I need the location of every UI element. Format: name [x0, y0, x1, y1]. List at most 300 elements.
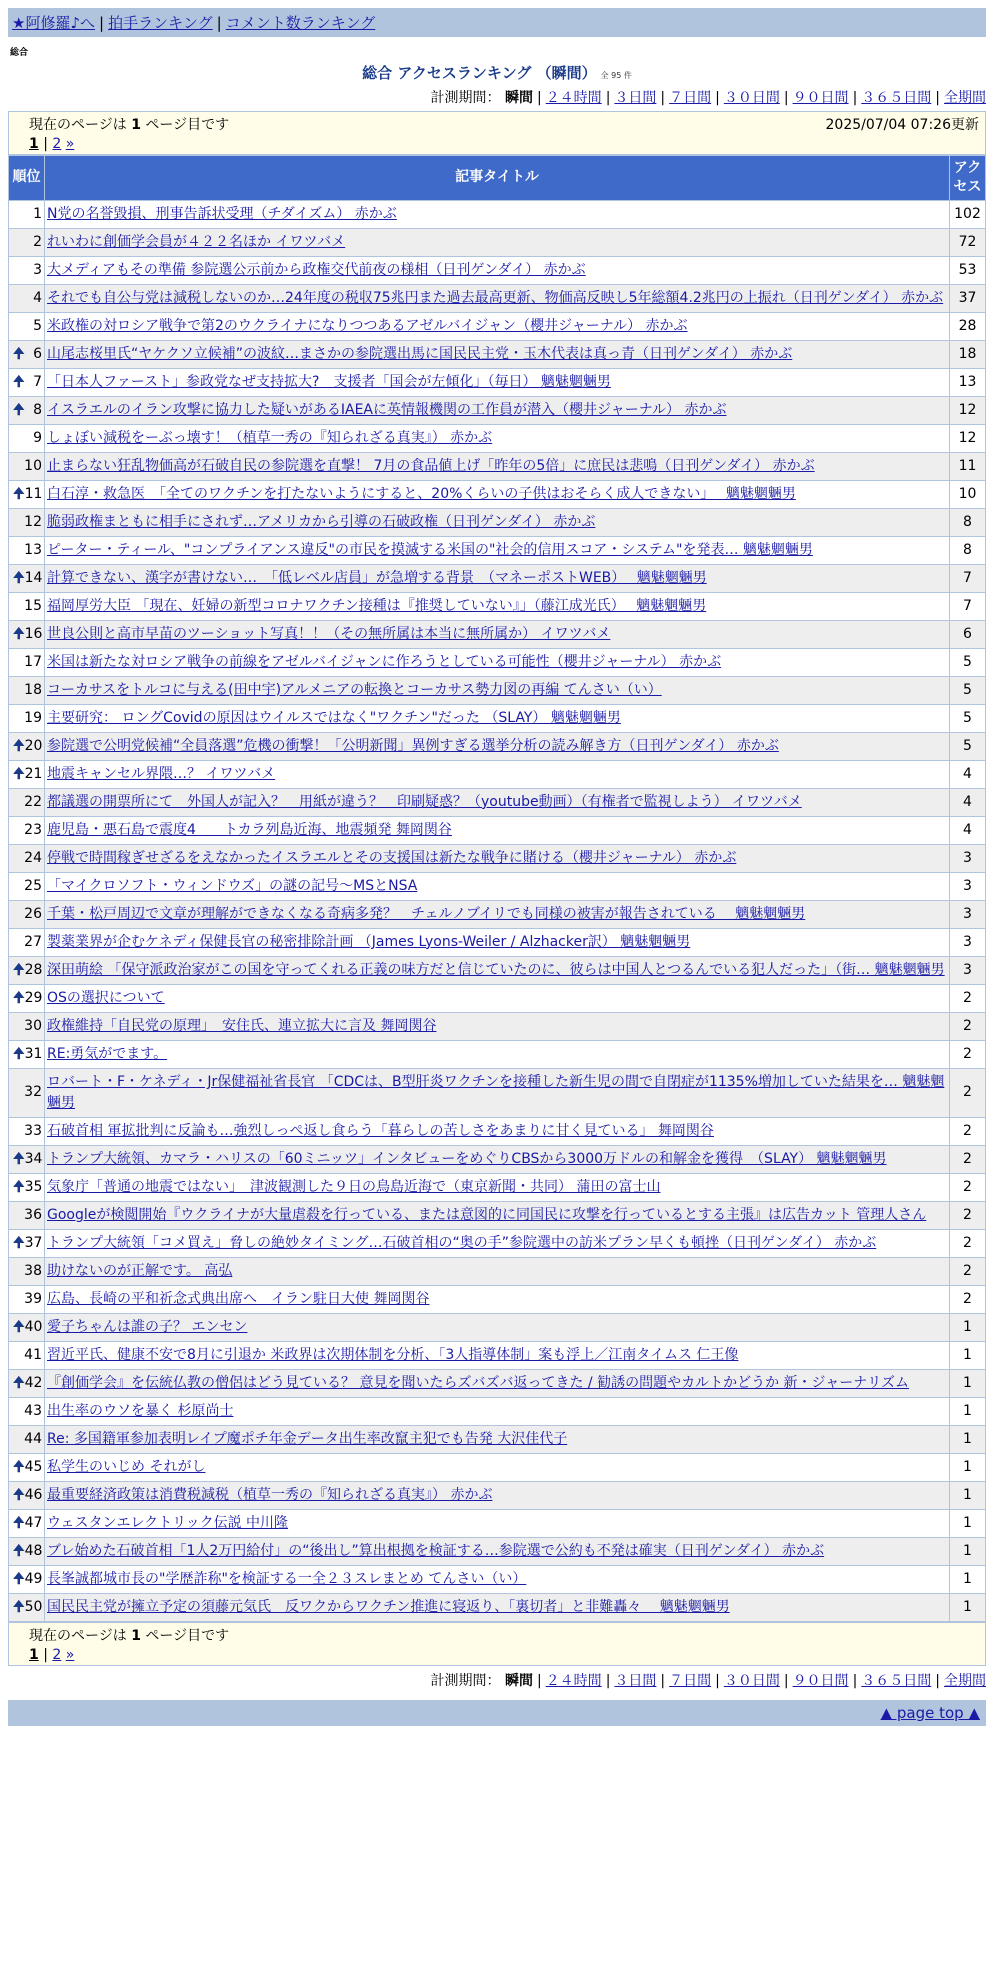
period-3d-bottom[interactable]: ３日間 — [614, 1672, 657, 1689]
table-row — [9, 1369, 986, 1397]
rank-cell — [9, 1173, 45, 1201]
rank-cell — [9, 368, 45, 396]
rank-cell — [9, 1117, 45, 1145]
access-count: 2 — [950, 1068, 986, 1117]
table-row — [9, 480, 986, 508]
rank-number: 18 — [24, 681, 42, 698]
rank-number: 31 — [24, 1045, 43, 1062]
rank-number: 44 — [24, 1430, 42, 1447]
period-24h-bottom[interactable]: ２４時間 — [545, 1672, 602, 1689]
rank-number: 23 — [24, 821, 42, 838]
article-link[interactable]: 国民民主党が擁立予定の須藤元気氏 反ワクからワクチン推進に寝返り、「裏切者」と非難轟々 魑魅魍魎男 — [47, 1598, 730, 1615]
article-link[interactable]: 大メディアもその準備 参院選公示前から政権交代前夜の様相（日刊ゲンダイ） 赤かぶ — [47, 261, 586, 278]
rank-cell — [9, 704, 45, 732]
rank-cell — [9, 340, 45, 368]
page-info-bottom — [8, 1622, 986, 1666]
rank-cell — [9, 1285, 45, 1313]
title-cell — [45, 1229, 950, 1257]
table-row — [9, 424, 986, 452]
period-24h[interactable]: ２４時間 — [545, 90, 602, 106]
article-link[interactable]: 石破首相 軍拡批判に反論も…強烈しっぺ返し食らう「暮らしの苦しさをあまりに甘く見ている」 舞岡関谷 — [47, 1122, 714, 1139]
rank-number: 27 — [24, 933, 42, 950]
rank-number: 12 — [24, 513, 42, 530]
table-row — [9, 788, 986, 816]
period-nav-bottom: 計測期間： 瞬間 | ２４時間 | ３日間 | ７日間 | ３０日間 | ９０日間 | ３６５日間 | 全期間 — [430, 1672, 986, 1689]
title-cell — [45, 620, 950, 648]
article-link[interactable]: 深田萌絵 「保守派政治家がこの国を守ってくれる正義の味方だと信じていたのに、彼らは中国人とつるんでいる犯人だった」（街… 魑魅魍魎男 — [47, 961, 945, 978]
article-link[interactable]: 地震キャンセル界隈…？ イワツバメ — [47, 765, 276, 782]
table-row — [9, 1285, 986, 1313]
article-link[interactable]: 鹿児島・悪石島で震度4 トカラ列島近海、地震頻発 舞岡関谷 — [47, 821, 452, 838]
rank-number: 46 — [24, 1486, 43, 1503]
article-link[interactable]: 山尾志桜里氏“ヤケクソ立候補”の波紋…まさかの参院選出馬に国民民主党・玉木代表は真っ青（日刊ゲンダイ） 赤かぶ — [47, 345, 793, 362]
access-count: 11 — [950, 452, 986, 480]
access-count: 28 — [950, 312, 986, 340]
title-cell — [45, 648, 950, 676]
rank-up-icon: 🠉 — [13, 737, 25, 754]
table-row — [9, 228, 986, 256]
rank-up-icon: 🠉 — [13, 1514, 25, 1531]
article-link[interactable]: 福岡厚労大臣 「現在、妊婦の新型コロナワクチン接種は『推奨していない』」（藤江成光氏） 魑魅魍魎男 — [47, 597, 707, 614]
rank-cell — [9, 984, 45, 1012]
table-row — [9, 1313, 986, 1341]
title-cell — [45, 340, 950, 368]
title-cell — [45, 368, 950, 396]
access-count: 3 — [950, 872, 986, 900]
table-row — [9, 760, 986, 788]
article-link[interactable]: イスラエルのイラン攻撃に協力した疑いがあるIAEAに英情報機関の工作員が潜入（櫻井ジャーナル） 赤かぶ — [47, 401, 727, 418]
rank-cell — [9, 648, 45, 676]
title-cell — [45, 1369, 950, 1397]
access-count: 1 — [950, 1425, 986, 1453]
home-link[interactable]: ★阿修羅♪へ — [12, 14, 96, 32]
rank-cell — [9, 424, 45, 452]
article-link[interactable]: 米政権の対ロシア戦争で第2のウクライナになりつつあるアゼルバイジャン（櫻井ジャーナル） 赤かぶ — [47, 317, 688, 334]
rank-number: 45 — [24, 1458, 43, 1475]
rank-number: 19 — [24, 709, 42, 726]
table-row — [9, 1068, 986, 1117]
period-3d[interactable]: ３日間 — [614, 90, 657, 106]
rank-cell — [9, 816, 45, 844]
article-link[interactable]: 最重要経済政策は消費税減税（植草一秀の『知られざる真実』） 赤かぶ — [47, 1486, 493, 1503]
table-row — [9, 928, 986, 956]
rank-number: 24 — [24, 849, 42, 866]
rank-number: 42 — [24, 1374, 43, 1391]
table-row — [9, 1565, 986, 1593]
title-cell — [45, 284, 950, 312]
access-count: 12 — [950, 396, 986, 424]
table-row — [9, 844, 986, 872]
rank-up-icon: 🠉 — [13, 1374, 25, 1391]
rank-cell — [9, 536, 45, 564]
rank-up-icon: 🠉 — [13, 1542, 25, 1559]
table-row — [9, 1229, 986, 1257]
article-link[interactable]: ブレ始めた石破首相「1人2万円給付」の“後出し”算出根拠を検証する…参院選で公約も不発は確実（日刊ゲンダイ） 赤かぶ — [47, 1542, 825, 1559]
pager-current: 1 — [29, 136, 39, 152]
table-row — [9, 1117, 986, 1145]
table-row — [9, 1201, 986, 1229]
article-link[interactable]: ロバート・F・ケネディ・Jr保健福祉省長官 「CDCは、B型肝炎ワクチンを接種した新生児の間で自閉症が1135%増加していた結果を… 魑魅魍魎男 — [47, 1073, 945, 1111]
rank-up-icon: 🠉 — [13, 1318, 25, 1335]
rank-cell — [9, 480, 45, 508]
table-row — [9, 1453, 986, 1481]
rank-cell — [9, 1425, 45, 1453]
access-count: 1 — [950, 1593, 986, 1621]
title-cell — [45, 956, 950, 984]
ranking-table — [8, 155, 986, 1622]
pager-bottom: 1 | 2 » — [29, 1646, 75, 1663]
rank-cell — [9, 872, 45, 900]
title-cell — [45, 1040, 950, 1068]
article-link[interactable]: トランプ大統領「コメ買え」脅しの絶妙タイミング…石破首相の“奥の手”参院選中の訪米プラン早くも頓挫（日刊ゲンダイ） 赤かぶ — [47, 1234, 877, 1251]
rank-number: 48 — [24, 1542, 43, 1559]
title-cell — [45, 1481, 950, 1509]
title-cell — [45, 788, 950, 816]
rank-cell — [9, 1453, 45, 1481]
period-current: 瞬間 — [504, 90, 533, 106]
article-link[interactable]: 停戦で時間稼ぎせざるをえなかったイスラエルとその支援国は新たな戦争に賭ける（櫻井ジャーナル） 赤かぶ — [47, 849, 737, 866]
rank-number: 20 — [24, 737, 43, 754]
rank-number: 37 — [24, 1234, 43, 1251]
period-365d-bottom[interactable]: ３６５日間 — [861, 1672, 932, 1689]
article-link[interactable]: れいわに創価学会員が４２２名ほか イワツバメ — [47, 233, 346, 250]
table-row — [9, 592, 986, 620]
rank-cell — [9, 1593, 45, 1621]
period-all[interactable]: 全期間 — [944, 90, 986, 106]
article-link[interactable]: コーカサスをトルコに与える(田中宇)アルメニアの転換とコーカサス勢力図の再編 てんさい（い） — [47, 681, 662, 698]
title-cell — [45, 1012, 950, 1040]
rank-cell — [9, 1537, 45, 1565]
rank-number: 7 — [33, 373, 42, 390]
article-link[interactable]: 製薬業界が企むケネディ保健長官の秘密排除計画 （James Lyons-Weiler / Alzhacker訳） 魑魅魍魎男 — [47, 933, 691, 950]
rank-number: 16 — [24, 625, 43, 642]
table-row — [9, 1537, 986, 1565]
table-row — [9, 508, 986, 536]
table-row — [9, 564, 986, 592]
article-link[interactable]: それでも自公与党は減税しないのか…24年度の税収75兆円また過去最高更新、物価高反映し5年総額4.2兆円の上振れ（日刊ゲンダイ） 赤かぶ — [47, 289, 944, 306]
rank-up-icon: 🠉 — [13, 401, 25, 418]
title-cell — [45, 536, 950, 564]
access-count: 2 — [950, 1012, 986, 1040]
article-link[interactable]: 政権維持「自民党の原理」 安住氏、連立拡大に言及 舞岡関谷 — [47, 1017, 437, 1034]
article-link[interactable]: しょぼい減税をーぶっ壊す！（植草一秀の『知られざる真実』） 赤かぶ — [47, 429, 493, 446]
title-cell — [45, 1537, 950, 1565]
article-link[interactable]: 「マイクロソフト・ウィンドウズ」の謎の記号〜MSとNSA — [47, 877, 418, 894]
rank-number: 2 — [33, 233, 42, 250]
rank-up-icon: 🠉 — [13, 961, 25, 978]
rank-up-icon: 🠉 — [13, 1178, 25, 1195]
table-row — [9, 816, 986, 844]
article-link[interactable]: 私学生のいじめ それがし — [47, 1458, 206, 1475]
pager-next[interactable]: » — [65, 136, 75, 152]
table-row — [9, 704, 986, 732]
rank-cell — [9, 1229, 45, 1257]
rank-up-icon: 🠉 — [13, 1486, 25, 1503]
period-30d[interactable]: ３０日間 — [723, 90, 780, 106]
article-link[interactable]: ピーター・ティール、"コンプライアンス違反"の市民を摸滅する米国の"社会的信用スコア・システム"を発表… 魑魅魍魎男 — [47, 541, 813, 558]
rank-up-icon: 🠉 — [13, 765, 25, 782]
access-count: 3 — [950, 844, 986, 872]
access-count: 13 — [950, 368, 986, 396]
rank-up-icon: 🠉 — [13, 1458, 25, 1475]
rank-cell — [9, 1313, 45, 1341]
access-count: 1 — [950, 1313, 986, 1341]
rank-cell — [9, 788, 45, 816]
table-row — [9, 200, 986, 228]
access-count: 1 — [950, 1565, 986, 1593]
rank-cell — [9, 1565, 45, 1593]
period-30d-bottom[interactable]: ３０日間 — [723, 1672, 780, 1689]
title-cell — [45, 816, 950, 844]
rank-number: 43 — [24, 1402, 42, 1419]
rank-number: 5 — [33, 317, 42, 334]
title-cell — [45, 1201, 950, 1229]
title-cell — [45, 1453, 950, 1481]
rank-up-icon: 🠉 — [13, 1598, 25, 1615]
rank-number: 36 — [24, 1206, 42, 1223]
rank-cell — [9, 284, 45, 312]
rank-cell — [9, 228, 45, 256]
rank-number: 40 — [24, 1318, 43, 1335]
access-count: 5 — [950, 732, 986, 760]
access-count: 2 — [950, 1040, 986, 1068]
rank-cell — [9, 1369, 45, 1397]
article-link[interactable]: 世良公則と高市早苗のツーショット写真！！（その無所属は本当に無所属か） イワツバメ — [47, 625, 611, 642]
rank-number: 11 — [24, 485, 43, 502]
access-count: 1 — [950, 1369, 986, 1397]
access-count: 53 — [950, 256, 986, 284]
page-top-link[interactable]: ▲ page top ▲ — [880, 1703, 980, 1722]
period-all-bottom[interactable]: 全期間 — [944, 1672, 986, 1689]
pager-page-2[interactable]: 2 — [52, 136, 62, 152]
rank-cell — [9, 1201, 45, 1229]
article-link[interactable]: Re: 多国籍軍参加表明レイプ魔ポチ年金データ出生率改竄主犯でも告発 大沢佳代子 — [47, 1430, 568, 1447]
rank-number: 8 — [33, 401, 42, 418]
table-row — [9, 536, 986, 564]
rank-cell — [9, 1509, 45, 1537]
rank-number: 33 — [24, 1122, 42, 1139]
rank-number: 30 — [24, 1017, 42, 1034]
access-count: 2 — [950, 1145, 986, 1173]
access-count: 3 — [950, 956, 986, 984]
access-count: 4 — [950, 760, 986, 788]
table-row — [9, 956, 986, 984]
rank-number: 3 — [33, 261, 42, 278]
table-row — [9, 900, 986, 928]
access-count: 2 — [950, 1229, 986, 1257]
title-cell — [45, 1509, 950, 1537]
rank-number: 29 — [24, 989, 43, 1006]
article-link[interactable]: ウェスタンエレクトリック伝説 中川隆 — [47, 1514, 289, 1531]
comment-ranking-link[interactable]: コメント数ランキング — [225, 14, 376, 32]
article-link[interactable]: 千葉・松戸周辺で文章が理解ができなくなる奇病多発？ チェルノブイリでも同様の被害が報告されている 魑魅魍魎男 — [47, 905, 806, 922]
title-cell — [45, 1313, 950, 1341]
title-cell — [45, 1341, 950, 1369]
page-title: 総合 アクセスランキング （瞬間） — [362, 64, 597, 82]
title-cell — [45, 928, 950, 956]
access-count: 2 — [950, 1201, 986, 1229]
title-cell — [45, 844, 950, 872]
rank-up-icon: 🠉 — [13, 1150, 25, 1167]
title-cell — [45, 564, 950, 592]
access-count: 2 — [950, 1173, 986, 1201]
title-cell — [45, 1257, 950, 1285]
title-cell — [45, 256, 950, 284]
table-row — [9, 256, 986, 284]
article-link[interactable]: 気象庁「普通の地震ではない」 津波観測した９日の鳥島近海で（東京新聞・共同） 蒲田の富士山 — [47, 1178, 661, 1195]
title-cell — [45, 1173, 950, 1201]
table-row — [9, 396, 986, 424]
rank-number: 50 — [24, 1598, 43, 1615]
access-count: 37 — [950, 284, 986, 312]
access-count: 10 — [950, 480, 986, 508]
article-link[interactable]: 参院選で公明党候補“全員落選”危機の衝撃！「公明新聞」異例すぎる選挙分析の読み解き方（日刊ゲンダイ） 赤かぶ — [47, 737, 779, 754]
rank-number: 17 — [24, 653, 42, 670]
period-nav-top: 計測期間： 瞬間 | ２４時間 | ３日間 | ７日間 | ３０日間 | ９０日間 | ３６５日間 | 全期間 — [430, 90, 986, 106]
header-access: アクセス — [950, 156, 986, 201]
rank-number: 34 — [24, 1150, 43, 1167]
article-link[interactable]: 米国は新たな対ロシア戦争の前線をアゼルバイジャンに作ろうとしている可能性（櫻井ジャーナル） 赤かぶ — [47, 653, 722, 670]
rank-up-icon: 🠉 — [13, 1570, 25, 1587]
rank-cell — [9, 732, 45, 760]
rank-cell — [9, 844, 45, 872]
table-row — [9, 648, 986, 676]
rank-cell — [9, 956, 45, 984]
rank-cell — [9, 564, 45, 592]
article-link[interactable]: 計算できない、漢字が書けない… 「低レベル店員」が急増する背景 （マネーポストWEB） 魑魅魍魎男 — [47, 569, 707, 586]
article-link[interactable]: 出生率のウソを暴く 杉原尚士 — [47, 1402, 234, 1419]
article-link[interactable]: 習近平氏、健康不安で8月に引退か 米政界は次期体制を分析、「3人指導体制」案も浮上／江南タイムス 仁王像 — [47, 1346, 739, 1363]
rank-cell — [9, 1012, 45, 1040]
article-link[interactable]: 長峯誠都城市長の"学歴詐称"を検証する一全２３スレまとめ てんさい（い） — [47, 1570, 527, 1587]
table-row — [9, 340, 986, 368]
rank-cell — [9, 1257, 45, 1285]
article-link[interactable]: 主要研究： ロングCovidの原因はウイルスではなく"ワクチン"だった （SLAY） 魑魅魍魎男 — [47, 709, 621, 726]
access-count: 5 — [950, 676, 986, 704]
access-count: 1 — [950, 1509, 986, 1537]
period-365d[interactable]: ３６５日間 — [861, 90, 932, 106]
rank-number: 49 — [24, 1570, 43, 1587]
rank-number: 10 — [24, 457, 42, 474]
rank-number: 41 — [24, 1346, 42, 1363]
title-cell — [45, 592, 950, 620]
rank-number: 15 — [24, 597, 42, 614]
rank-up-icon: 🠉 — [13, 1234, 25, 1251]
rank-up-icon: 🠉 — [13, 373, 25, 390]
rank-number: 35 — [24, 1178, 43, 1195]
article-link[interactable]: 愛子ちゃんは誰の子？ エンセン — [47, 1318, 248, 1335]
title-cell — [45, 704, 950, 732]
article-link[interactable]: 『創価学会』を伝統仏教の僧侶はどう見ている？ 意見を聞いたらズバズバ返ってきた / 勧誘の問題やカルトかどうか 新・ジャーナリズム — [47, 1374, 909, 1391]
article-link[interactable]: 脆弱政権まともに相手にされず…アメリカから引導の石破政権（日刊ゲンダイ） 赤かぶ — [47, 513, 596, 530]
rank-up-icon: 🠉 — [13, 485, 25, 502]
article-link[interactable]: 止まらない狂乱物価高が石破自民の参院選を直撃！ 7月の食品値上げ「昨年の5倍」に庶民は悲鳴（日刊ゲンダイ） 赤かぶ — [47, 457, 815, 474]
access-count: 4 — [950, 788, 986, 816]
article-link[interactable]: 白石淳・救急医 「全てのワクチンを打たないようにすると、20%くらいの子供はおそらく成人できない」 魑魅魍魎男 — [47, 485, 796, 502]
period-7d[interactable]: ７日間 — [669, 90, 712, 106]
access-count: 2 — [950, 1117, 986, 1145]
period-90d[interactable]: ９０日間 — [792, 90, 849, 106]
rank-cell — [9, 592, 45, 620]
table-row — [9, 1425, 986, 1453]
article-link[interactable]: OSの選択について — [47, 989, 165, 1006]
article-link[interactable]: 「日本人ファースト」参政党なぜ支持拡大? 支援者「国会が左傾化」（毎日） 魑魅魍魎男 — [47, 373, 611, 390]
rank-number: 9 — [33, 429, 42, 446]
period-label: 計測期間： — [430, 90, 501, 106]
pager-next-bottom[interactable]: » — [65, 1646, 75, 1663]
table-row — [9, 732, 986, 760]
period-90d-bottom[interactable]: ９０日間 — [792, 1672, 849, 1689]
article-link[interactable]: N党の名誉毀損、刑事告訴状受理（チダイズム） 赤かぶ — [47, 205, 397, 222]
page-note: 現在のページは 1 ページ目です — [29, 117, 230, 133]
access-count: 12 — [950, 424, 986, 452]
pager-top: 1 | 2 » — [29, 136, 75, 152]
table-row — [9, 312, 986, 340]
title-cell — [45, 1593, 950, 1621]
title-cell — [45, 760, 950, 788]
rank-number: 6 — [33, 345, 42, 362]
rank-cell — [9, 928, 45, 956]
rank-cell — [9, 676, 45, 704]
table-row — [9, 676, 986, 704]
article-link[interactable]: トランプ大統領、カマラ・ハリスの「60ミニッツ」インタビューをめぐりCBSから3000万ドルの和解金を獲得 （SLAY） 魑魅魍魎男 — [47, 1150, 887, 1167]
article-link[interactable]: 広島、長崎の平和祈念式典出席へ イラン駐日大使 舞岡関谷 — [47, 1290, 430, 1307]
title-cell — [45, 872, 950, 900]
table-row — [9, 368, 986, 396]
table-row — [9, 1257, 986, 1285]
title-cell — [45, 312, 950, 340]
clap-ranking-link[interactable]: 拍手ランキング — [108, 14, 213, 32]
article-link[interactable]: 助けないのが正解です。 高弘 — [47, 1262, 233, 1279]
rank-cell — [9, 1397, 45, 1425]
rank-number: 39 — [24, 1290, 42, 1307]
access-count: 5 — [950, 704, 986, 732]
rank-up-icon: 🠉 — [13, 989, 25, 1006]
rank-cell — [9, 200, 45, 228]
title-cell — [45, 200, 950, 228]
title-cell — [45, 508, 950, 536]
pager-page-2-bottom[interactable]: 2 — [52, 1646, 62, 1663]
pager-current-bottom: 1 — [29, 1646, 39, 1663]
rank-cell — [9, 256, 45, 284]
title-cell — [45, 228, 950, 256]
title-cell — [45, 732, 950, 760]
table-row — [9, 1481, 986, 1509]
access-count: 2 — [950, 1285, 986, 1313]
article-link[interactable]: RE:勇気がでます。 — [47, 1045, 168, 1062]
access-count: 8 — [950, 536, 986, 564]
table-row — [9, 1173, 986, 1201]
title-cell — [45, 480, 950, 508]
header-title: 記事タイトル — [45, 156, 950, 201]
rank-cell — [9, 620, 45, 648]
rank-number: 25 — [24, 877, 42, 894]
top-nav: ★阿修羅♪へ | 拍手ランキング | コメント数ランキング — [8, 8, 986, 37]
title-cell — [45, 676, 950, 704]
article-link[interactable]: Googleが検閲開始『ウクライナが大量虐殺を行っている、または意図的に同国民に攻撃を行っているとする主張』は広告カット 管理人さん — [47, 1206, 927, 1223]
page-title-block — [8, 62, 986, 83]
period-7d-bottom[interactable]: ７日間 — [669, 1672, 712, 1689]
access-count: 4 — [950, 816, 986, 844]
access-count: 2 — [950, 1257, 986, 1285]
access-count: 7 — [950, 564, 986, 592]
rank-number: 4 — [33, 289, 42, 306]
access-count: 3 — [950, 928, 986, 956]
access-count: 1 — [950, 1397, 986, 1425]
title-cell — [45, 1565, 950, 1593]
article-link[interactable]: 都議選の開票所にて 外国人が記入？ 用紙が違う？ 印刷疑惑？（youtube動画）（有権者で監視しよう） イワツバメ — [47, 793, 802, 810]
title-cell — [45, 900, 950, 928]
